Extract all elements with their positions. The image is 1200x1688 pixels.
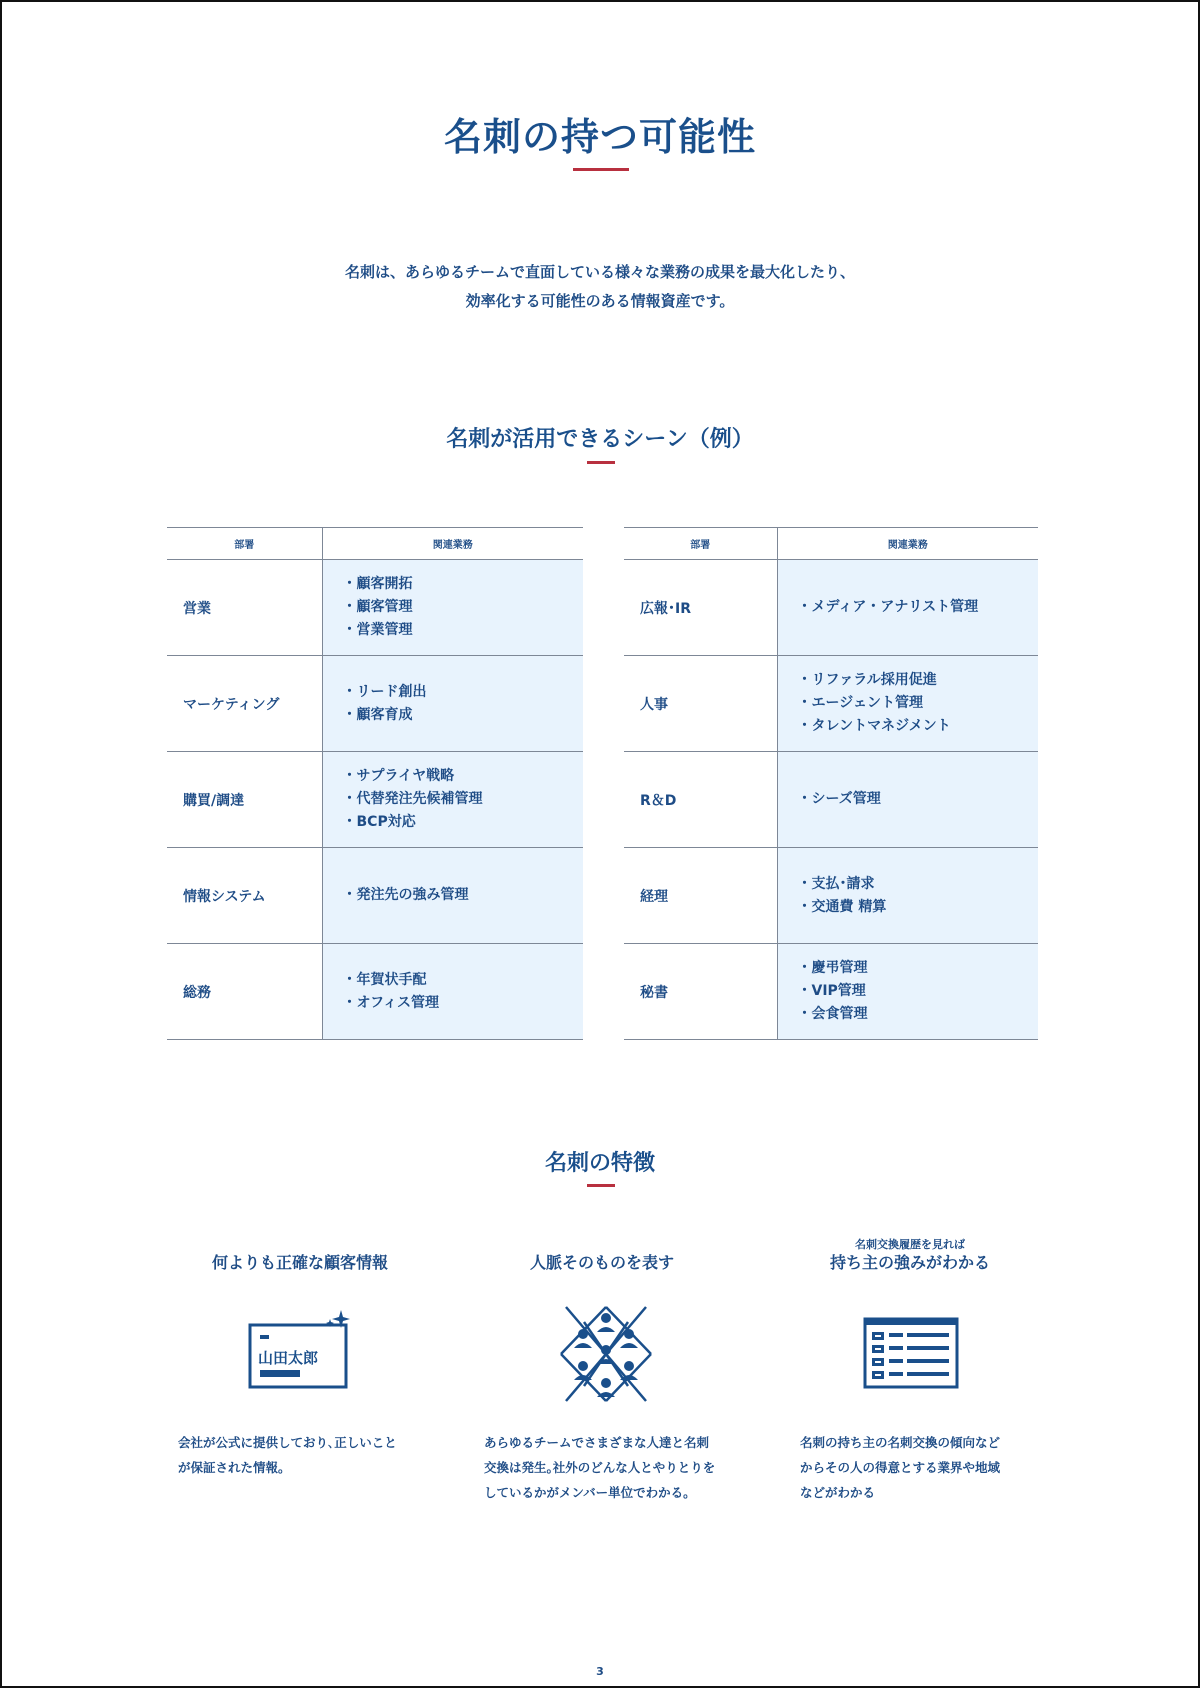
task-item: ・リファラル採用促進: [797, 672, 937, 688]
header-dept: 部署: [624, 528, 777, 560]
task-item: ・発注先の強み管理: [342, 887, 469, 903]
dept-cell: マーケティング: [167, 656, 322, 752]
tasks-cell: [777, 656, 1038, 752]
table-row: [167, 944, 583, 1040]
table-row: [167, 752, 583, 848]
table-row: [624, 944, 1038, 1040]
scenes-underline: [587, 461, 615, 464]
table-row: [624, 560, 1038, 656]
feature-subtitle: [437, 1236, 767, 1250]
table-row: [624, 752, 1038, 848]
desc-line: からその人の得意とする業界や地域: [800, 1460, 1001, 1475]
network-icon: [556, 1302, 656, 1406]
scenes-right-body: [624, 560, 1038, 1040]
table-row: [167, 848, 583, 944]
task-item: ・顧客育成: [342, 706, 413, 723]
task-item: ・シーズ管理: [797, 791, 881, 807]
feature-network: [437, 1236, 767, 1273]
desc-line: などがわかる: [800, 1485, 876, 1500]
task-item: ・リード創出: [342, 683, 427, 700]
tasks-cell: [322, 752, 583, 848]
task-item: ・交通費 精算: [797, 898, 887, 915]
desc-line: しているかがメンバー単位でわかる。: [484, 1485, 696, 1500]
dept-cell: 購買/調達: [167, 752, 322, 848]
scenes-table-left: [167, 527, 583, 1040]
tasks-cell: [777, 848, 1038, 944]
task-item: ・顧客開拓: [342, 576, 413, 592]
tasks-cell: [322, 656, 583, 752]
tasks-cell: [777, 944, 1038, 1040]
dept-cell: 営業: [167, 560, 322, 656]
feature-desc: [178, 1430, 428, 1480]
tasks-cell: [777, 560, 1038, 656]
feature-accurate-info: [135, 1236, 465, 1273]
task-item: ・代替発注先候補管理: [342, 791, 483, 807]
task-item: ・サプライヤ戦略: [342, 768, 455, 784]
feature-strengths: [745, 1236, 1075, 1273]
feature-title: 人脈そのものを表す: [529, 1253, 674, 1272]
table-row: [624, 656, 1038, 752]
desc-line: が保証された情報。: [178, 1460, 291, 1475]
feature-subtitle: [135, 1236, 465, 1250]
page-number: 3: [596, 1665, 604, 1678]
dept-cell: 秘書: [624, 944, 777, 1040]
task-item: ・タレントマネジメント: [797, 718, 951, 734]
scenes-title: 名刺が活用できるシーン（例）: [446, 427, 754, 452]
tasks-cell: [777, 752, 1038, 848]
dept-cell: 情報システム: [167, 848, 322, 944]
intro-line-1: 名刺は、あらゆるチームで直面している様々な業務の成果を最大化したり、: [344, 263, 855, 281]
feature-title: 何よりも正確な顧客情報: [211, 1253, 388, 1272]
task-item: ・エージェント管理: [797, 695, 923, 711]
feature-title: 持ち主の強みがわかる: [829, 1253, 990, 1272]
person-node: [597, 1313, 615, 1332]
desc-line: 名刺の持ち主の名刺交換の傾向など: [800, 1435, 1001, 1450]
dept-cell: 広報･IR: [624, 560, 777, 656]
tasks-cell: [322, 848, 583, 944]
task-item: ・会食管理: [797, 1006, 868, 1022]
desc-line: 交換は発生｡社外のどんな人とやりとりを: [484, 1460, 716, 1475]
feature-desc: [800, 1430, 1060, 1505]
table-row: [624, 848, 1038, 944]
tasks-cell: [322, 560, 583, 656]
feature-desc: [484, 1430, 734, 1505]
features-title: 名刺の特徴: [544, 1151, 655, 1176]
task-item: ・顧客管理: [342, 599, 413, 615]
page-title: 名刺の持つ可能性: [443, 115, 756, 159]
task-item: ・慶弔管理: [797, 960, 868, 976]
title-underline: [573, 168, 629, 171]
dept-cell: 人事: [624, 656, 777, 752]
tasks-cell: [322, 944, 583, 1040]
history-list-icon: [863, 1317, 959, 1389]
scenes-left-body: [167, 560, 583, 1040]
business-card-icon: [248, 1307, 354, 1393]
intro-text: [2, 258, 1198, 316]
table-row: [167, 560, 583, 656]
desc-line: あらゆるチームでさまざまな人達と名刺: [484, 1435, 710, 1450]
features-underline: [587, 1184, 615, 1187]
task-item: ・オフィス管理: [342, 994, 439, 1011]
dept-cell: R＆D: [624, 752, 777, 848]
dept-cell: 総務: [167, 944, 322, 1040]
task-item: ・BCP対応: [342, 814, 416, 830]
header-tasks: 関連業務: [322, 528, 583, 560]
task-item: ・年賀状手配: [342, 971, 427, 988]
intro-line-2: 効率化する可能性のある情報資産です。: [465, 292, 735, 310]
desc-line: 会社が公式に提供しており､正しいこと: [178, 1435, 397, 1450]
card-name: 山田太郎: [258, 1349, 319, 1367]
header-tasks: 関連業務: [777, 528, 1038, 560]
header-dept: 部署: [167, 528, 322, 560]
task-item: ・営業管理: [342, 622, 413, 638]
task-item: ・メディア・アナリスト管理: [797, 599, 979, 615]
feature-subtitle: 名刺交換履歴を見れば: [855, 1238, 965, 1251]
dept-cell: 経理: [624, 848, 777, 944]
table-row: [167, 656, 583, 752]
task-item: ・支払･請求: [797, 875, 875, 892]
task-item: ・VIP管理: [797, 983, 866, 999]
scenes-table-right: [624, 527, 1038, 1040]
